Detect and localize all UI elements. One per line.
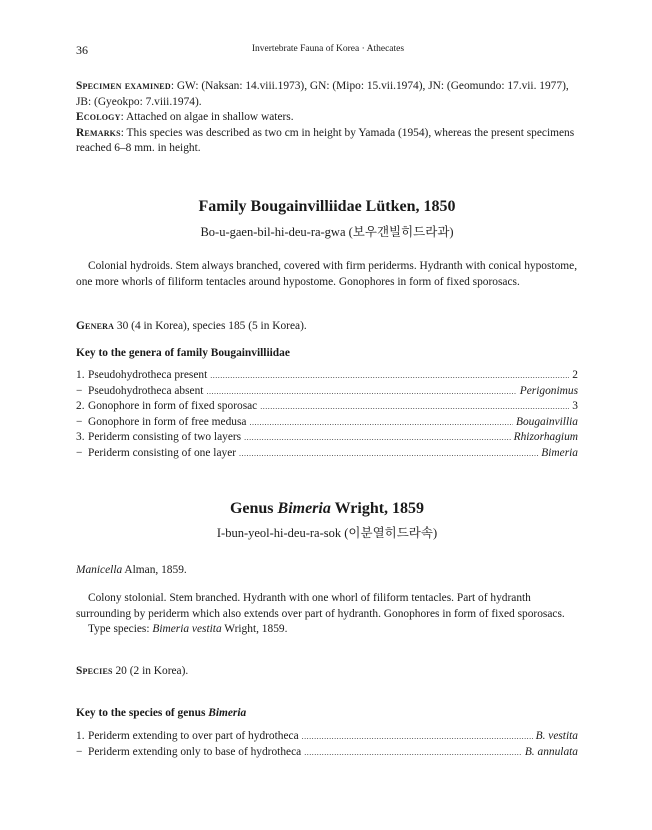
type-species-name: Bimeria vestita (152, 623, 222, 635)
species-label: Species (76, 665, 113, 677)
key-row-mark: − (76, 745, 83, 758)
genus-title-prefix: Genus (229, 500, 278, 517)
key-row-result: B. annulata (524, 745, 578, 758)
genus-description (76, 591, 578, 638)
family-description (76, 259, 578, 290)
key-row-result: 3 (572, 400, 578, 413)
key-row-text: Pseudohydrotheca present (88, 369, 208, 381)
key-row-leader (206, 387, 516, 396)
key-row-mark: 1. (76, 730, 85, 742)
genus-title (76, 500, 578, 518)
specimen-section (76, 79, 578, 157)
key-row-mark: 2. (76, 400, 85, 413)
genus-synonym (76, 563, 578, 579)
key-row (76, 400, 578, 416)
key-row-result: B. vestita (535, 730, 578, 742)
family-description-text: Colonial hydroids. Stem always branched, covered with firm periderms. Hydranth with conical hypostome, one more whorls of filiform tentacles around hypostome. Gonophores in form of fixed sporosacs. (76, 260, 578, 288)
key-row (76, 416, 578, 432)
key-row-text: Gonophore in form of free medusa (88, 415, 247, 428)
key-row-result: Bimeria (541, 446, 578, 459)
species-key-title-prefix: Key to the species of genus (76, 707, 209, 719)
type-species-author: Wright, 1859. (221, 623, 288, 635)
key-row-leader (244, 433, 511, 442)
genera-text: 30 (4 in Korea), species 185 (5 in Korea). (114, 320, 307, 332)
key-row-mark: 1. (76, 369, 85, 381)
genera-key (76, 369, 578, 463)
key-row-leader (260, 402, 569, 411)
key-row (76, 385, 578, 401)
genus-description-text: Colony stolonial. Stem branched. Hydranth with one whorl of filiform tentacles. Part of hydranth surrounding by periderm which also extends over part of hydranth. Gonophores in form of fixed sporosacs. (76, 592, 565, 620)
key-row-mark: − (76, 415, 83, 428)
key-row (76, 369, 578, 385)
key-row-leader (302, 732, 533, 741)
key-row-leader (249, 418, 513, 427)
key-row (76, 447, 578, 463)
ecology-paragraph (76, 110, 578, 126)
key-row-text: Periderm extending to over part of hydrotheca (88, 730, 299, 742)
key-row-mark: 3. (76, 431, 85, 444)
ecology-text: : Attached on algae in shallow waters. (120, 111, 294, 123)
synonym-name: Manicella (76, 564, 123, 576)
genera-label: Genera (76, 320, 115, 332)
key-row (76, 431, 578, 447)
key-row-text: Gonophore in form of fixed sporosac (88, 400, 258, 413)
key-row-mark: − (76, 384, 83, 397)
key-row-result: Perigonimus (519, 384, 578, 397)
species-key-title-genus: Bimeria (208, 707, 247, 719)
synonym-author: Alman, 1859. (122, 564, 187, 576)
remarks-label: Remarks (76, 126, 121, 139)
key-row (76, 746, 578, 762)
key-row-leader (304, 748, 522, 757)
key-row-text: Periderm consisting of two layers (88, 431, 242, 444)
remarks-text: : This species was described as two cm in height by Yamada (1954), whereas the present specimens reached 6–8 mm. in height. (76, 126, 575, 154)
key-row-leader (210, 371, 569, 380)
key-row-mark: − (76, 446, 83, 459)
running-title: Invertebrate Fauna of Korea · Athecates (251, 44, 405, 54)
genus-title-name: Bimeria (277, 500, 331, 517)
species-text: 20 (2 in Korea). (112, 665, 189, 677)
genus-korean-name: I-bun-yeol-hi-deu-ra-sok (이분열히드라속) (216, 526, 438, 540)
key-row-leader (239, 449, 538, 458)
type-species (76, 622, 578, 638)
specimen-text: : GW: (Naksan: 14.viii.1973), GN: (Mipo: 15.vii.1974), JN: (Geomundo: 17.vii. 1977), JB: (Gyeokpo: 7.viii.1974). (76, 80, 569, 108)
key-row-text: Pseudohydrotheca absent (88, 384, 204, 397)
key-row-text: Periderm consisting of one layer (88, 446, 237, 459)
page-number: 36 (76, 43, 88, 57)
key-row-result: 2 (572, 369, 578, 381)
specimen-paragraph (76, 79, 578, 110)
genera-count (76, 319, 578, 335)
key-row (76, 730, 578, 746)
key-row-result: Bougainvillia (515, 415, 578, 428)
species-key (76, 730, 578, 761)
type-species-label: Type species: (88, 623, 153, 635)
family-title: Family Bougainvilliidae Lütken, 1850 (198, 198, 456, 215)
species-count (76, 664, 578, 680)
species-key-title (76, 707, 246, 719)
genera-key-title: Key to the genera of family Bougainvilliidae (76, 347, 290, 359)
specimen-label: Specimen examined (76, 80, 171, 92)
key-row-result: Rhizorhagium (513, 431, 578, 444)
ecology-label: Ecology (76, 111, 121, 123)
genus-title-author: Wright, 1859 (330, 500, 425, 517)
family-korean-name: Bo-u-gaen-bil-hi-deu-ra-gwa (보우갠빌히드라과) (200, 225, 454, 239)
remarks-paragraph (76, 126, 578, 157)
key-row-text: Periderm extending only to base of hydrotheca (88, 745, 302, 758)
